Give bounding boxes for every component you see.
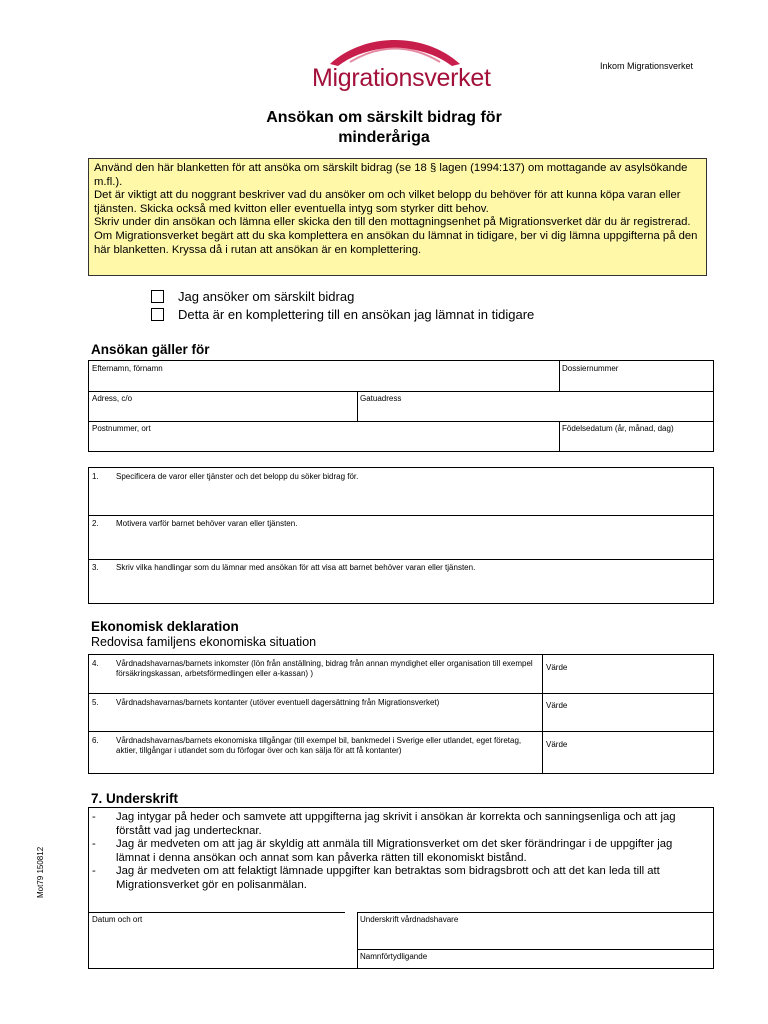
- economic-row-6-number: 6.: [92, 736, 99, 745]
- economic-row-5-number: 5.: [92, 698, 99, 707]
- question-1-number: 1.: [92, 472, 99, 481]
- complement-option[interactable]: [151, 307, 534, 322]
- economic-table: [88, 654, 714, 774]
- economic-row-4-number: 4.: [92, 659, 99, 668]
- economic-row-6-field[interactable]: Vårdnadshavarnas/barnets ekonomiska tillgångar (till exempel bil, bankmedel i Sverige eller utlandet, eget företag, aktier, tillgångar i utlandet som du förfogar över och kan sälja för att få kontanter): [116, 736, 522, 755]
- form-code: Mot79 150812: [36, 846, 45, 898]
- applicant-table: [88, 360, 714, 452]
- declaration-list: [92, 811, 692, 893]
- apply-option[interactable]: [151, 289, 354, 304]
- page-title-line2: minderåriga: [338, 129, 430, 146]
- guardian-signature-field[interactable]: Underskrift vårdnadshavare: [360, 915, 459, 924]
- economic-row-5-value[interactable]: Värde: [546, 701, 568, 710]
- instructions-p4: Om Migrationsverket begärt att du ska komplettera en ansökan du lämnat in tidigare, ber vi dig lämna uppgifterna på den här blanketten. Kryssa då i rutan att ansökan är en komplettering.: [94, 229, 698, 256]
- questions-table: [88, 467, 714, 604]
- logo-text: Migrationsverket: [312, 64, 491, 92]
- instructions-p3: Skriv under din ansökan och lämna eller skicka den till den mottagningsenhet på Migrationsverket där du är registrerad.: [94, 216, 691, 229]
- postal-field[interactable]: Postnummer, ort: [92, 424, 151, 433]
- name-field[interactable]: Efternamn, förnamn: [92, 364, 163, 373]
- instructions-p1: Använd den här blanketten för att ansöka om särskilt bidrag (se 18 § lagen (1994:137) om mottagande av asylsökande m.fl.).: [94, 162, 688, 188]
- signature-table: [88, 807, 714, 969]
- economic-row-5-field[interactable]: Vårdnadshavarnas/barnets kontanter (utöver eventuell dagersättning från Migrationsverket): [116, 698, 440, 707]
- economic-row-4-value[interactable]: Värde: [546, 663, 568, 672]
- applicant-heading: Ansökan gäller för: [91, 342, 210, 357]
- economic-row-6-value[interactable]: Värde: [546, 740, 568, 749]
- address-field[interactable]: Adress, c/o: [92, 394, 133, 403]
- date-place-field[interactable]: Datum och ort: [92, 915, 143, 924]
- economic-row-4-field[interactable]: Vårdnadshavarnas/barnets inkomster (lön från anställning, bidrag från annan myndighet eller organisation till exempel försäkringskassan, arbetsförmedlingen eller a-kassan) ): [116, 659, 533, 678]
- street-field[interactable]: Gatuadress: [360, 394, 402, 403]
- birthdate-field[interactable]: Födelsedatum (år, månad, dag): [562, 424, 674, 433]
- declaration-text-2: Jag är medveten om att jag är skyldig att anmäla till Migrationsverket om det sker förändringar i de uppgifter jag lämnat i denna ansökan och annat som kan påverka rätten till ekonomiskt bistånd.: [116, 838, 673, 864]
- declaration-text-1: Jag intygar på heder och samvete att uppgifterna jag skrivit i ansökan är korrekta och sanningsenliga och att jag förstått vad jag undertecknar.: [116, 811, 676, 837]
- declaration-item: - Jag är medveten om att jag är skyldig att anmäla till Migrationsverket om det sker förändringar i de uppgifter jag lämnat i denna ansökan och annat som kan påverka rätten till ekonomiskt bistånd.: [92, 838, 692, 865]
- name-clarification-field[interactable]: Namnförtydligande: [360, 952, 428, 961]
- declaration-item: - Jag intygar på heder och samvete att uppgifterna jag skrivit i ansökan är korrekta och sanningsenliga och att jag förstått vad jag undertecknar.: [92, 811, 692, 838]
- question-3-field[interactable]: Skriv vilka handlingar som du lämnar med ansökan för att visa att barnet behöver varan eller tjänsten.: [116, 563, 476, 572]
- question-2-number: 2.: [92, 519, 99, 528]
- declaration-text-3: Jag är medveten om att felaktigt lämnade uppgifter kan betraktas som bidragsbrott och att det kan leda till att Migrationsverket gör en polisanmälan.: [116, 865, 660, 891]
- complement-checkbox[interactable]: [151, 308, 164, 321]
- instructions-box: [88, 158, 707, 276]
- complement-checkbox-label: Detta är en komplettering till en ansökan jag lämnat in tidigare: [178, 307, 535, 322]
- instructions-p2: Det är viktigt att du noggrant beskriver vad du ansöker om och vilket belopp du behöver för att kunna köpa varan eller tjänsten. Skicka också med kvitton eller eventuella intyg som styrker ditt behov.: [94, 189, 681, 215]
- question-1-field[interactable]: Specificera de varor eller tjänster och det belopp du söker bidrag för.: [116, 472, 359, 481]
- apply-checkbox-label: Jag ansöker om särskilt bidrag: [178, 289, 355, 304]
- page-title-line1: Ansökan om särskilt bidrag för: [266, 109, 502, 126]
- question-2-field[interactable]: Motivera varför barnet behöver varan eller tjänsten.: [116, 519, 298, 528]
- signature-heading: 7. Underskrift: [91, 791, 179, 806]
- apply-checkbox[interactable]: [151, 290, 164, 303]
- dossier-field[interactable]: Dossiernummer: [562, 364, 619, 373]
- declaration-item: - Jag är medveten om att felaktigt lämnade uppgifter kan betraktas som bidragsbrott och att det kan leda till att Migrationsverket gör en polisanmälan.: [92, 865, 692, 892]
- economic-subheading: Redovisa familjens ekonomiska situation: [91, 635, 317, 649]
- inbox-stamp-label: Inkom Migrationsverket: [600, 61, 694, 71]
- economic-heading: Ekonomisk deklaration: [91, 619, 239, 634]
- question-3-number: 3.: [92, 563, 99, 572]
